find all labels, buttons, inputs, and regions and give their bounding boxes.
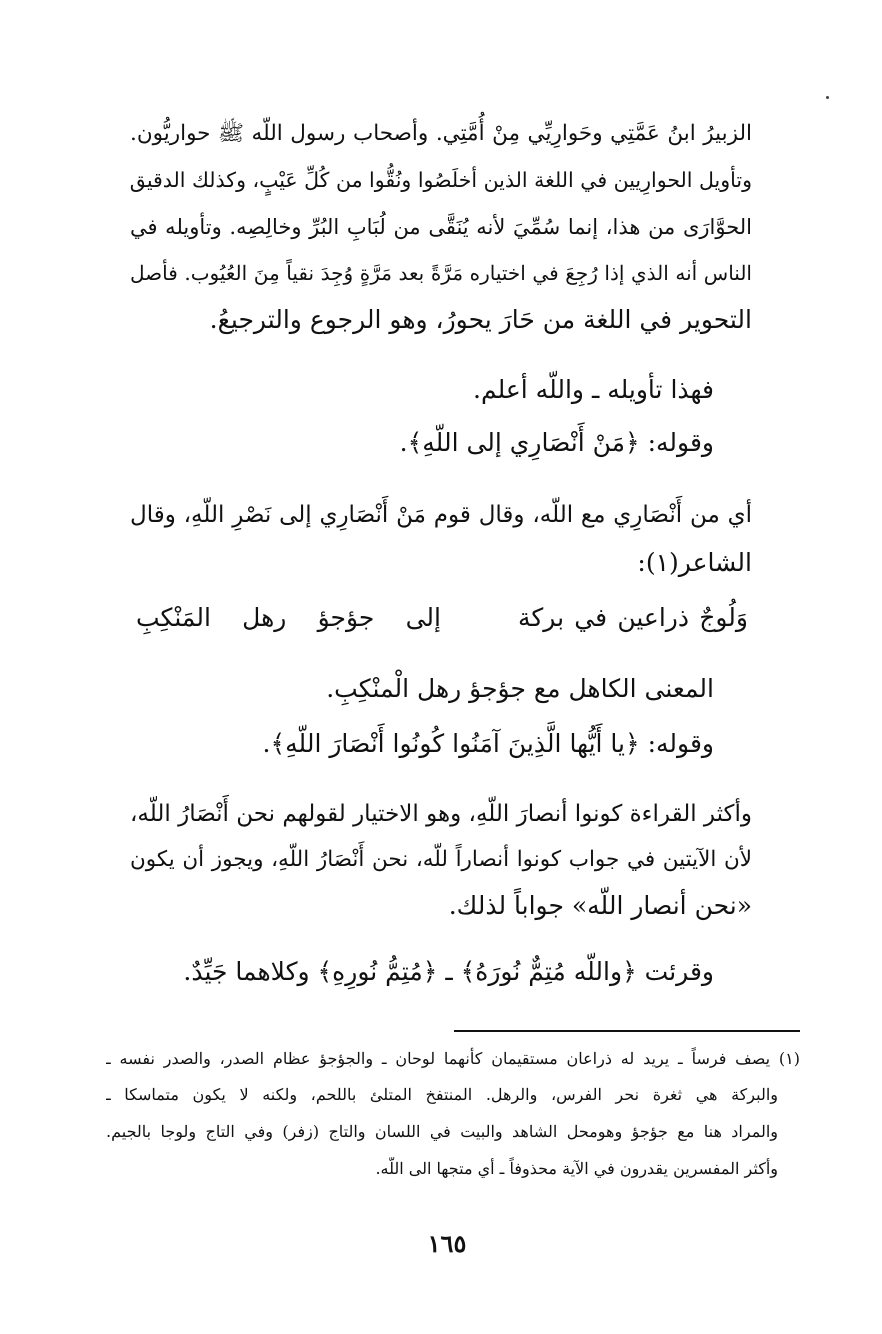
scan-speck <box>826 96 829 99</box>
body-line: وقرئت ﴿واللّه مُتِمٌّ نُورَهُ﴾ ـ ﴿مُتِمُّ نُورِهِ﴾ وكلاهما جَيِّدٌ. <box>183 957 714 986</box>
footnote-line: وأكثر المفسرين يقدرون في الآية محذوفاً ـ أي متجها الى اللّه. <box>375 1159 778 1178</box>
body-line: الناس أنه الذي إذا رُجِعَ في اختياره مَرَّةً بعد مَرَّةٍ وُجِدَ نقياً مِنَ العُيُوب. فأصل <box>130 261 752 285</box>
body-line: التحوير في اللغة من حَارَ يحورُ، وهو الرجوع والترجيعُ. <box>209 305 752 334</box>
body-line: «نحن أنصار اللّه» جواباً لذلك. <box>448 891 752 920</box>
verse-second-hemistich: إلى جؤجؤ رهل المَنْكِبِ <box>136 603 441 632</box>
verse-first-hemistich: وَلُوجٌ ذراعين في بركة <box>518 603 748 632</box>
footnote-line: (١) يصف فرساً ـ يريد له ذراعان مستقيمان كأنهما لوحان ـ والجؤجؤ عظام الصدر، والصدر نفسه ـ <box>106 1049 800 1068</box>
page-number: ١٦٥ <box>427 1229 467 1258</box>
body-line: المعنى الكاهل مع جؤجؤ رهل الْمنْكِبِ. <box>326 674 714 703</box>
body-line: وتأويل الحوارِيين في اللغة الذين أخلَصُوا ونُقُّوا من كُلِّ عَيْبٍ، وكذلك الدقيق <box>129 168 752 192</box>
footnote-line: والمراد هنا مع جؤجؤ وهومحل الشاهد والبيت في اللسان والتاج (زفر) وفي التاج ولوجا بالجيم. <box>106 1122 778 1141</box>
body-line: فهذا تأويله ـ واللّه أعلم. <box>473 375 714 404</box>
body-line: الشاعر(١): <box>637 548 752 577</box>
quran-quote-line: وقوله: ﴿يا أَيُّها الَّذِينَ آمَنُوا كُونُوا أَنْصَارَ اللّهِ﴾. <box>262 729 714 758</box>
body-line: أي من أَنْصَارِي مع اللّه، وقال قوم مَنْ أَنْصَارِي إلى نَصْرِ اللّهِ، وقال <box>130 502 752 528</box>
body-line: وأكثر القراءة كونوا أنصارَ اللّهِ، وهو الاختيار لقولهم نحن أَنْصَارُ اللّه، <box>130 801 752 827</box>
quran-quote-line: وقوله: ﴿مَنْ أَنْصَارِي إلى اللّهِ﴾. <box>399 428 714 457</box>
body-line: الزبيرُ ابنُ عَمَّتِي وحَوارِيِّي مِنْ أُمَّتِي. وأصحاب رسول اللّه ﷺ حواريُّون. <box>130 121 752 146</box>
body-line: لأن الآيتين في جواب كونوا أنصاراً للّه، نحن أَنْصَارُ اللّهِ، ويجوز أن يكون <box>130 847 752 872</box>
footnote-line: والبركة هي ثغرة نحر الفرس، والرهل. المنتفخ المتلئ باللحم، ولكنه لا يكون متماسكا ـ <box>106 1085 778 1104</box>
footnote-separator <box>454 1030 800 1032</box>
body-line: الحوَّارَى من هذا، إنما سُمِّيَ لأنه يُنَقَّى من لُبَابِ البُرِّ وخالِصِه. وتأويله في <box>130 215 752 239</box>
